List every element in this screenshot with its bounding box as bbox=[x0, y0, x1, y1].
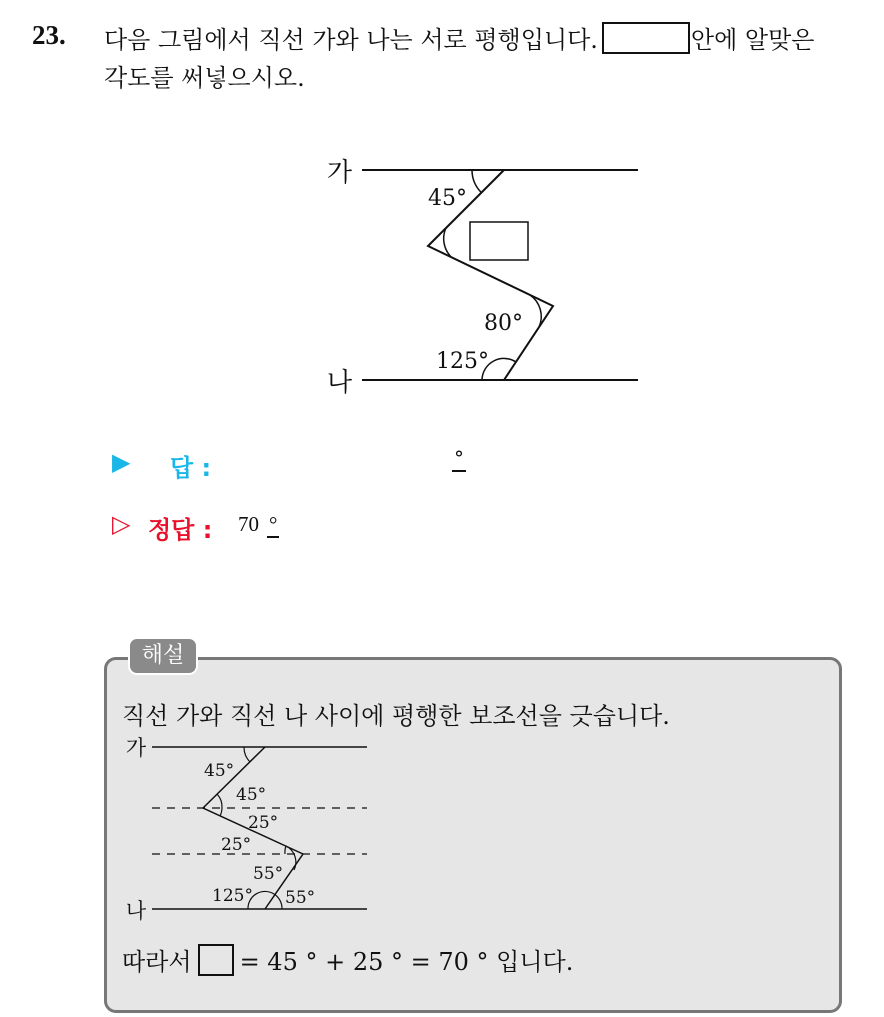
explanation-text-1: 직선 가와 직선 나 사이에 평행한 보조선을 긋습니다. bbox=[122, 702, 670, 730]
correct-unit: ° bbox=[269, 512, 278, 536]
angle-label-bottom: 125° bbox=[436, 349, 489, 374]
exp-angle-1: 45° bbox=[204, 761, 235, 781]
explanation-text-2-before: 따라서 bbox=[122, 948, 192, 976]
question-text-before-box: 다음 그림에서 직선 가와 나는 서로 평행입니다. bbox=[104, 26, 598, 54]
answer-arrow-icon: ▶ bbox=[112, 448, 131, 476]
exp-angle-2: 45° bbox=[236, 785, 267, 805]
exp-arc-2 bbox=[217, 794, 222, 808]
exp-arc-4 bbox=[285, 846, 286, 854]
exp-angle-4: 25° bbox=[221, 835, 252, 855]
exp-arc-7 bbox=[274, 894, 282, 909]
angle-label-top: 45° bbox=[428, 186, 467, 211]
exp-label-na: 나 bbox=[125, 899, 146, 923]
answer-unit-blank: ° bbox=[454, 446, 464, 470]
correct-label: 정답 : bbox=[148, 516, 213, 544]
explanation-text-2-after: = 45 ° + 25 ° = 70 ° 입니다. bbox=[239, 948, 574, 976]
exp-angle-3: 25° bbox=[248, 813, 279, 833]
question-text-line2: 각도를 써넣으시오. bbox=[104, 64, 305, 92]
exp-angle-5: 55° bbox=[253, 864, 284, 884]
correct-value: 70 bbox=[238, 512, 259, 536]
label-na: 나 bbox=[326, 368, 352, 398]
exp-angle-7: 55° bbox=[285, 888, 316, 908]
question-number: 23. bbox=[32, 20, 66, 50]
explanation-blank-box bbox=[198, 944, 234, 976]
question-text-after-box: 안에 알맞은 bbox=[690, 26, 815, 54]
correct-arrow-icon: ▷ bbox=[112, 510, 131, 538]
angle-label-right: 80° bbox=[484, 311, 523, 336]
explanation-tag: 해설 bbox=[128, 637, 198, 675]
exp-label-ga: 가 bbox=[125, 736, 146, 760]
exp-arc-1 bbox=[244, 747, 250, 762]
explanation-text-2 bbox=[122, 942, 573, 977]
answer-label: 답 : bbox=[170, 454, 212, 482]
label-ga: 가 bbox=[326, 158, 352, 188]
exp-arc-3 bbox=[220, 808, 222, 816]
exp-angle-6: 125° bbox=[212, 886, 253, 906]
